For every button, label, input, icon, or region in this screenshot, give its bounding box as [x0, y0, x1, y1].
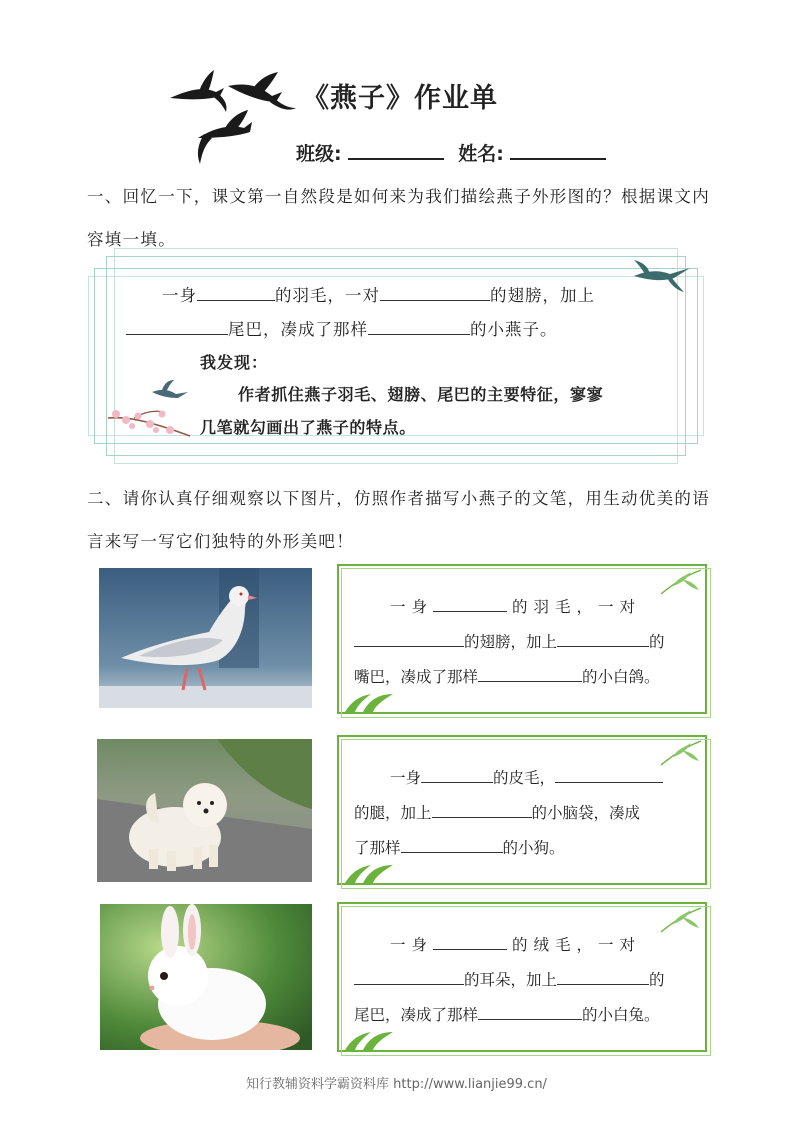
text-segment: 尾巴，凑成了那样	[354, 1006, 479, 1024]
found-label: 我发现：	[200, 353, 269, 372]
rabbit-photo	[100, 904, 312, 1050]
text-segment: 的羽毛，一对	[511, 598, 641, 616]
swallow-icon	[630, 258, 692, 294]
text-segment: 的绒毛，一对	[511, 936, 641, 954]
text-segment: 一身	[390, 936, 434, 954]
blank[interactable]	[368, 319, 470, 335]
text-segment: 的耳朵，加上	[464, 971, 558, 989]
text-segment: 一身	[390, 769, 422, 787]
question-1: 一、回忆一下，课文第一自然段是如何来为我们描绘燕子外形图的？根据课文内容填一填。	[87, 187, 710, 249]
blank[interactable]	[354, 631, 464, 647]
footer-watermark: 知行教辅资料学霸资料库 http://www.lianjie99.cn/	[246, 1077, 547, 1092]
blank[interactable]	[354, 969, 464, 985]
text-segment: 一身	[390, 598, 434, 616]
pigeon-photo	[99, 568, 312, 708]
blank[interactable]	[126, 319, 228, 335]
blank[interactable]	[555, 767, 663, 783]
text-segment: 的小白鸽。	[582, 668, 660, 686]
page-title: 《燕子》作业单	[302, 83, 498, 114]
pigeon-card	[337, 564, 707, 714]
text-segment: 了那样	[354, 839, 401, 857]
rabbit-fill-text	[354, 928, 689, 1033]
class-blank[interactable]	[348, 142, 444, 160]
text-segment: 的	[649, 633, 665, 651]
student-info	[296, 139, 614, 166]
text-segment: 一身	[162, 286, 197, 305]
plum-blossom-swallow-icon	[104, 378, 196, 440]
text-segment: 的羽毛，一对	[275, 286, 380, 305]
puppy-fill-text	[354, 761, 689, 866]
conclusion-line-2: 几笔就勾画出了燕子的特点。	[200, 418, 416, 437]
pigeon-fill-text	[354, 590, 689, 695]
text-segment: 的小白兔。	[582, 1006, 660, 1024]
puppy-card	[337, 735, 707, 885]
blank[interactable]	[557, 969, 649, 985]
blank[interactable]	[478, 666, 582, 682]
fill-line-2	[126, 316, 558, 340]
text-segment: 尾巴，凑成了那样	[228, 320, 368, 339]
text-segment: 的小狗。	[502, 839, 565, 857]
name-label: 姓名:	[458, 143, 504, 165]
blank[interactable]	[478, 1004, 582, 1020]
text-segment: 的	[649, 971, 665, 989]
conclusion-line-1: 作者抓住燕子羽毛、翅膀、尾巴的主要特征，寥寥	[238, 385, 604, 404]
question-2: 二、请你认真仔细观察以下图片，仿照作者描写小燕子的文笔，用生动优美的语言来写一写它们独特的外形美吧！	[87, 489, 710, 551]
blank[interactable]	[433, 934, 507, 950]
fill-line-1	[162, 282, 595, 306]
text-segment: 的翅膀，加上	[490, 286, 595, 305]
blank[interactable]	[380, 285, 490, 301]
blank[interactable]	[557, 631, 649, 647]
swallows-illustration	[168, 68, 303, 168]
blank[interactable]	[197, 285, 275, 301]
text-segment: 的小燕子。	[470, 320, 558, 339]
rabbit-card	[337, 902, 707, 1052]
text-segment: 嘴巴，凑成了那样	[354, 668, 479, 686]
class-label: 班级:	[296, 143, 342, 165]
name-blank[interactable]	[510, 142, 606, 160]
text-segment: 的腿，加上	[354, 804, 432, 822]
text-segment: 的小脑袋，凑成	[531, 804, 641, 822]
blank[interactable]	[433, 596, 507, 612]
puppy-photo	[97, 739, 312, 882]
text-segment: 的皮毛，	[493, 769, 556, 787]
text-segment: 的翅膀，加上	[464, 633, 558, 651]
blank[interactable]	[421, 767, 493, 783]
blank[interactable]	[432, 802, 532, 818]
blank[interactable]	[401, 837, 503, 853]
